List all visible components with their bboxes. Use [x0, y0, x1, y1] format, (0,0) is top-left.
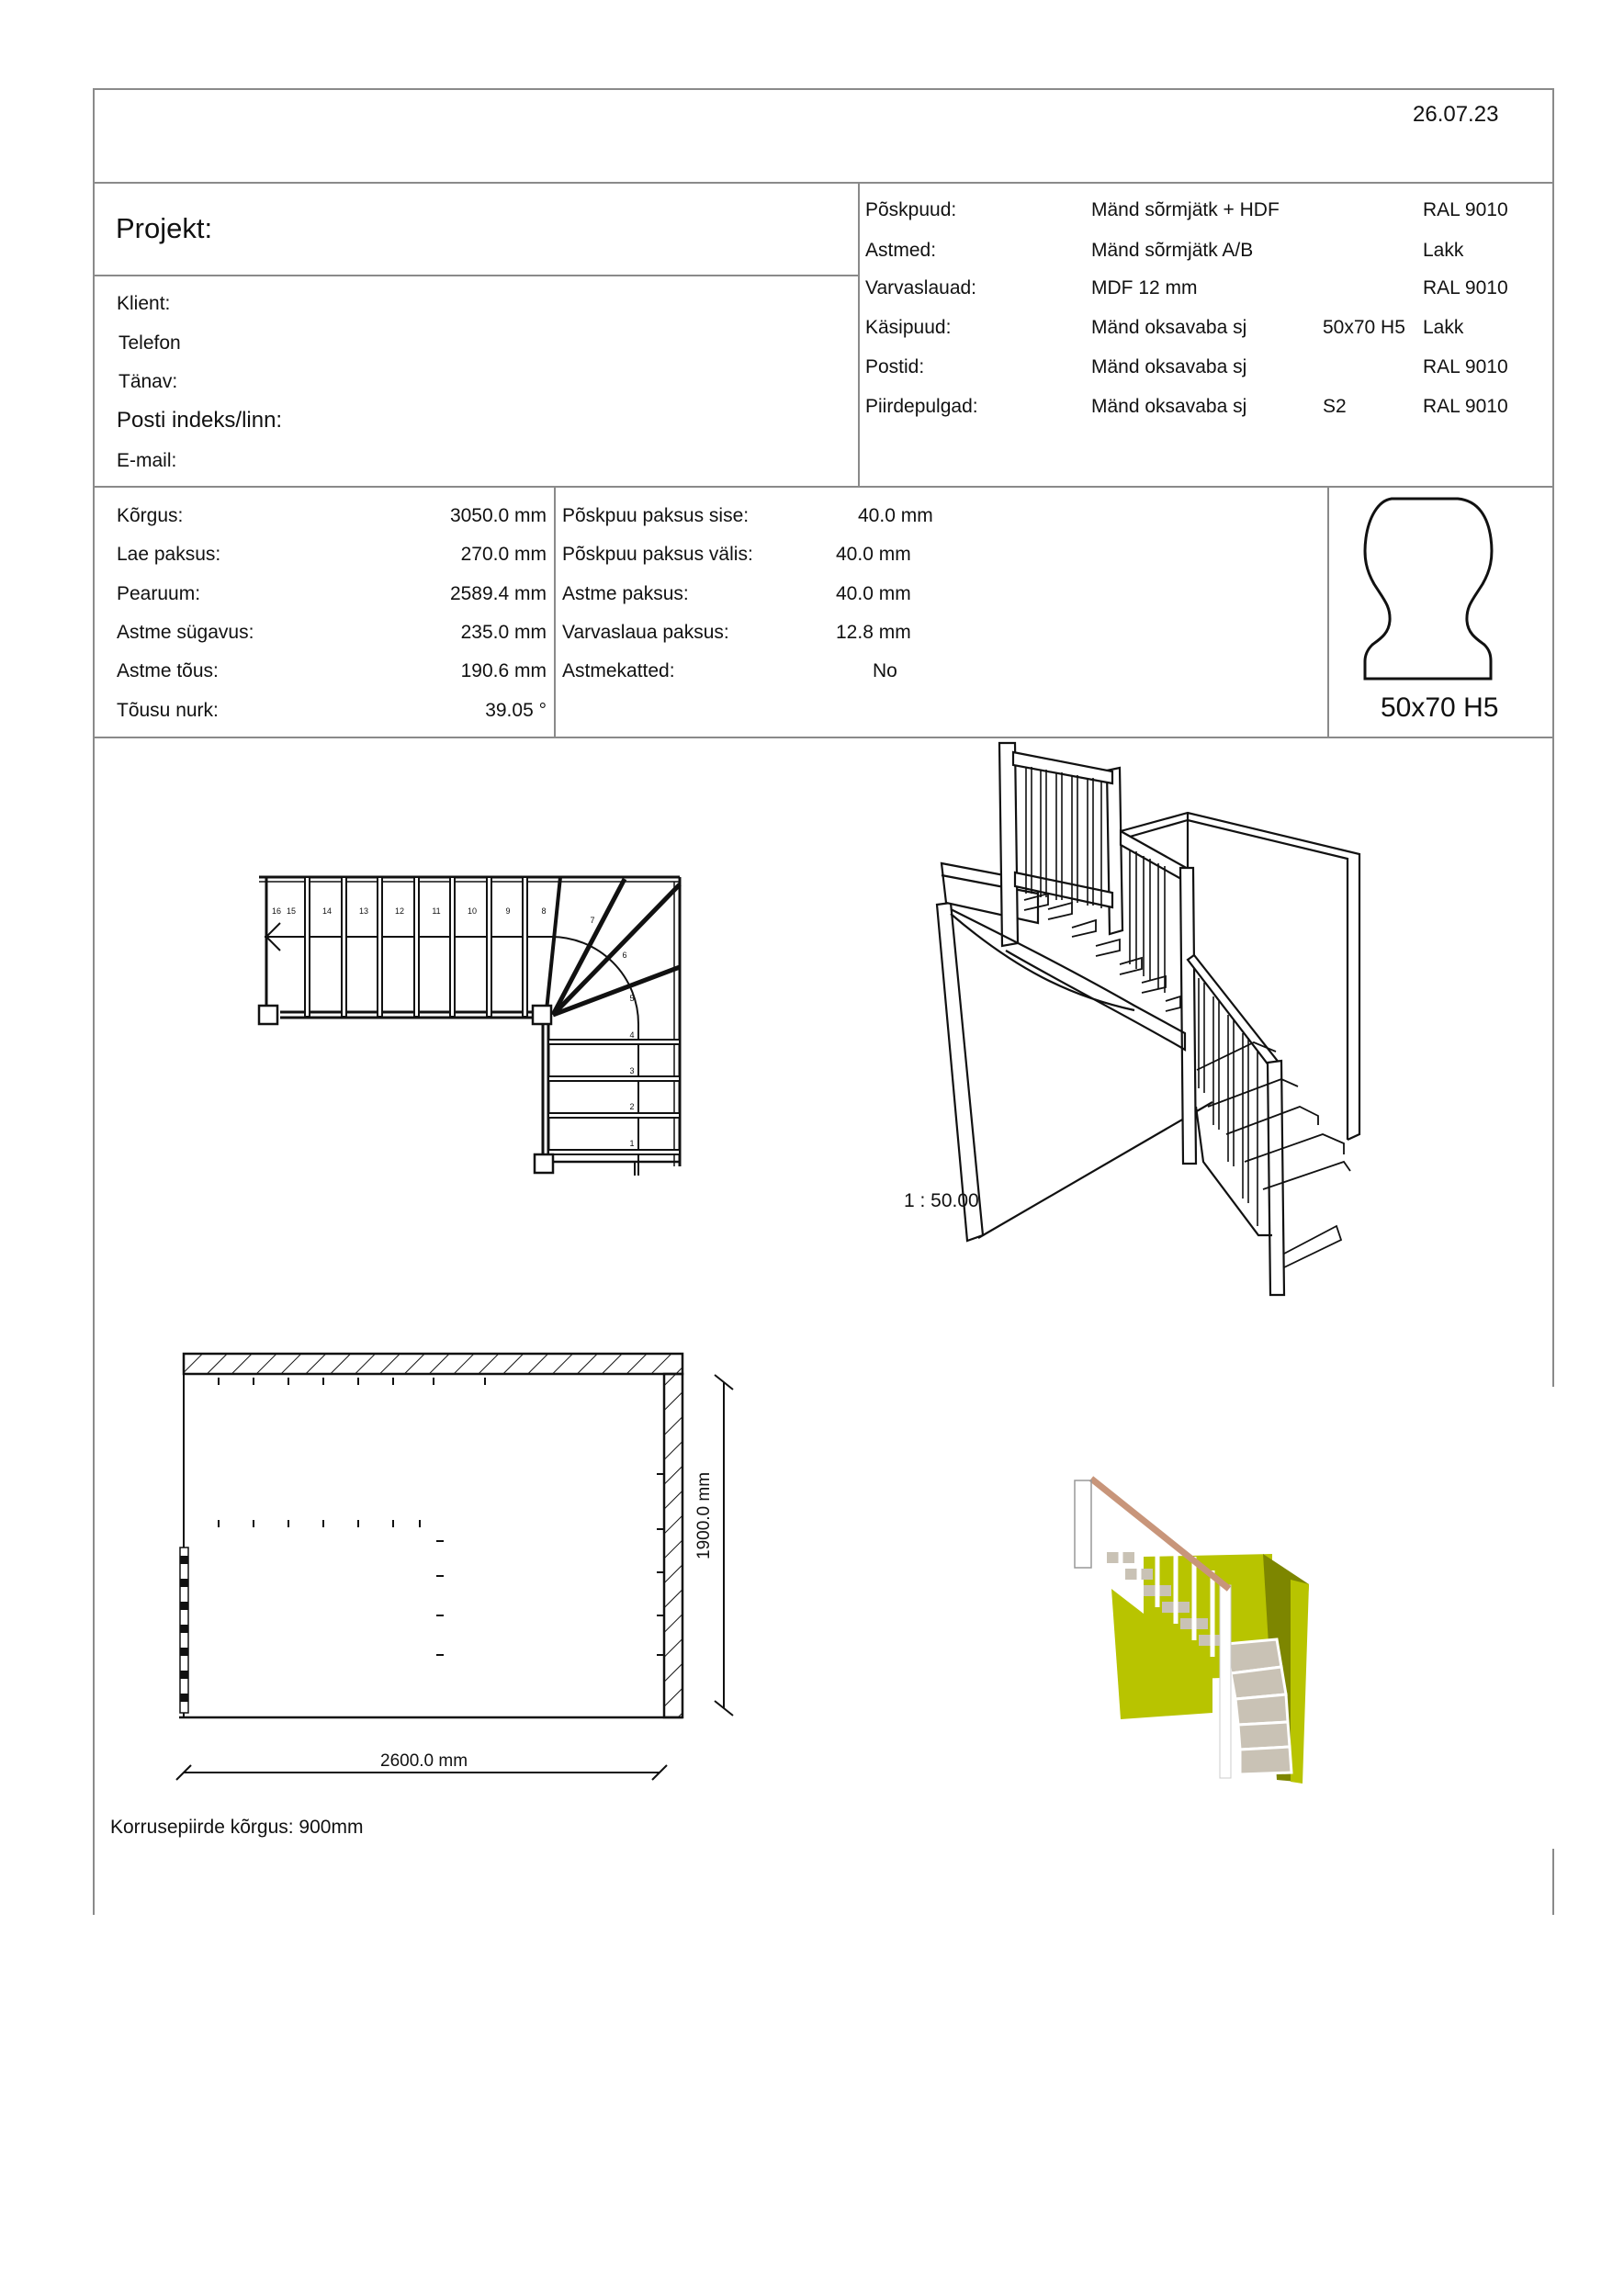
info-column-divider	[858, 182, 860, 488]
handrail-profile-label: 50x70 H5	[1381, 692, 1499, 723]
specs-top-divider	[93, 486, 1553, 488]
railing-baluster	[181, 1694, 187, 1701]
dimension-label: Lae paksus:	[117, 544, 221, 565]
material-row-material: MDF 12 mm	[1091, 277, 1198, 298]
dimension-value: 2589.4 mm	[449, 583, 547, 604]
plan-step-number: 7	[590, 916, 595, 925]
mid-newel-post	[1180, 868, 1196, 1164]
material-row-material: Mänd sõrmjätk + HDF	[1091, 199, 1280, 220]
material-row-finish: RAL 9010	[1423, 277, 1508, 298]
dimension-value: 190.6 mm	[460, 660, 547, 681]
material-row-label: Astmed:	[865, 240, 937, 261]
plan-tread-edge	[548, 1113, 680, 1118]
dimension-value: 40.0 mm	[836, 583, 911, 604]
railing-baluster	[181, 1580, 187, 1586]
top-rail	[1013, 752, 1112, 783]
specs-bottom-divider	[93, 737, 1553, 738]
material-row-material: Mänd oksavaba sj	[1091, 396, 1247, 417]
plan-newel-post-corner	[533, 1006, 551, 1024]
project-label: Projekt:	[116, 212, 213, 244]
email-label: E-mail:	[117, 450, 177, 471]
client-label: Klient:	[117, 293, 171, 314]
plan-tread-edge	[523, 877, 527, 1017]
railing-baluster	[181, 1557, 187, 1563]
top-newel-post-right	[1107, 768, 1122, 934]
upper-flight-steps	[1024, 894, 1180, 1011]
material-row-finish: Lakk	[1423, 240, 1464, 261]
stair-3d-render	[1056, 1460, 1323, 1791]
isometric-scale-label: 1 : 50.00	[904, 1190, 979, 1211]
material-row-material: Mänd sõrmjätk A/B	[1091, 240, 1254, 261]
upper-handrail	[1121, 831, 1190, 883]
material-row-extra: 50x70 H5	[1323, 317, 1405, 338]
plan-winder-edge	[553, 879, 625, 1015]
top-newel-post-left	[999, 743, 1018, 946]
dimension-value: 3050.0 mm	[449, 505, 547, 526]
plan-tread-edge	[414, 877, 419, 1017]
right-wall-hatched	[664, 1374, 682, 1717]
room-outline-plan	[165, 1341, 753, 1818]
plan-tread-edge	[305, 877, 310, 1017]
plan-step-number: 5	[629, 994, 635, 1003]
material-row-material: Mänd oksavaba sj	[1091, 317, 1247, 338]
dimension-value: 39.05 °	[485, 700, 547, 721]
railing-baluster	[181, 1671, 187, 1678]
dimension-value: 270.0 mm	[460, 544, 547, 565]
material-row-material: Mänd oksavaba sj	[1091, 356, 1247, 377]
frame-top-border	[93, 88, 1553, 90]
plan-tread-edge	[548, 1150, 680, 1154]
phone-label: Telefon	[118, 332, 181, 354]
bottom-newel-post	[1268, 1061, 1284, 1295]
material-row-finish: RAL 9010	[1423, 396, 1508, 417]
material-row-finish: RAL 9010	[1423, 356, 1508, 377]
stair-isometric-drawing	[896, 739, 1447, 1309]
dimension-label: Kõrgus:	[117, 505, 184, 526]
handrail-profile-shape	[1365, 499, 1492, 679]
document-date: 26.07.23	[1413, 102, 1499, 127]
left-wall-floor-edge	[978, 1102, 1212, 1238]
plan-step-number: 4	[629, 1030, 635, 1040]
plan-step-number: 14	[321, 906, 333, 916]
plan-newel-post-bottom	[535, 1154, 553, 1173]
room-depth-label: 1900.0 mm	[694, 1471, 714, 1559]
plan-step-number: 2	[629, 1102, 635, 1111]
plan-winder-edge	[547, 877, 560, 1010]
material-row-label: Varvaslauad:	[865, 277, 977, 298]
plan-tread-edge	[450, 877, 455, 1017]
room-width-label: 2600.0 mm	[380, 1751, 468, 1771]
material-row-extra: S2	[1323, 396, 1347, 417]
plan-step-number: 8	[541, 906, 547, 916]
plan-step-number: 16	[271, 906, 282, 916]
railing-baluster	[181, 1603, 187, 1609]
plan-step-number: 6	[622, 951, 627, 960]
plan-step-number: 12	[394, 906, 405, 916]
dimension-label: Tõusu nurk:	[117, 700, 219, 721]
frame-right-border-lower	[1552, 1849, 1554, 1915]
material-row-label: Postid:	[865, 356, 925, 377]
dimension-value: 40.0 mm	[836, 544, 911, 565]
upper-landing-edge	[942, 863, 1038, 923]
dimension-label: Astme tõus:	[117, 660, 219, 681]
material-row-label: Põskpuud:	[865, 199, 957, 220]
material-row-label: Piirdepulgad:	[865, 396, 978, 417]
plan-step-number: 3	[629, 1066, 635, 1075]
plan-step-number: 10	[467, 906, 478, 916]
dimension-label: Põskpuu paksus välis:	[562, 544, 753, 565]
dimension-value: 40.0 mm	[858, 505, 933, 526]
dimension-label: Varvaslaua paksus:	[562, 622, 729, 643]
material-row-finish: Lakk	[1423, 317, 1464, 338]
street-label: Tänav:	[118, 371, 178, 392]
floor-railing-height-note: Korrusepiirde kõrgus: 900mm	[110, 1817, 364, 1838]
specs-column-divider	[554, 486, 556, 738]
frame-left-border	[93, 88, 95, 1915]
plan-tread-edge	[342, 877, 346, 1017]
plan-tread-edge	[548, 1076, 680, 1081]
render-newel-post	[1220, 1585, 1231, 1778]
dimension-value: No	[873, 660, 897, 681]
railing-baluster	[181, 1649, 187, 1655]
project-divider	[93, 275, 859, 276]
plan-tread-edge	[378, 877, 382, 1017]
dimension-label: Põskpuu paksus sise:	[562, 505, 750, 526]
dimension-label: Astme sügavus:	[117, 622, 254, 643]
plan-tread-edge	[548, 1040, 680, 1044]
plan-step-number: 13	[358, 906, 369, 916]
dimension-value: 12.8 mm	[836, 622, 911, 643]
lower-flight-balusters	[1199, 978, 1257, 1226]
railing-baluster	[181, 1626, 187, 1632]
profile-column-divider	[1327, 486, 1329, 738]
stair-floor-plan	[248, 859, 689, 1180]
dimension-label: Astmekatted:	[562, 660, 675, 681]
handrail-profile-drawing	[1359, 492, 1497, 685]
top-wall-hatched	[184, 1354, 682, 1374]
plan-step-number: 11	[432, 906, 441, 916]
plan-step-number: 9	[505, 906, 511, 916]
dimension-label: Astme paksus:	[562, 583, 689, 604]
dimension-value: 235.0 mm	[460, 622, 547, 643]
material-row-finish: RAL 9010	[1423, 199, 1508, 220]
dimension-label: Pearuum:	[117, 583, 201, 604]
plan-winder-edge	[553, 884, 680, 1015]
header-divider	[93, 182, 1553, 184]
material-row-label: Käsipuud:	[865, 317, 952, 338]
plan-newel-post-top	[259, 1006, 277, 1024]
plan-tread-edge	[487, 877, 491, 1017]
plan-step-number: 15	[286, 906, 297, 916]
render-landing-railing	[1075, 1480, 1091, 1568]
postal-city-label: Posti indeks/linn:	[117, 408, 283, 433]
plan-step-number: 1	[629, 1139, 635, 1148]
